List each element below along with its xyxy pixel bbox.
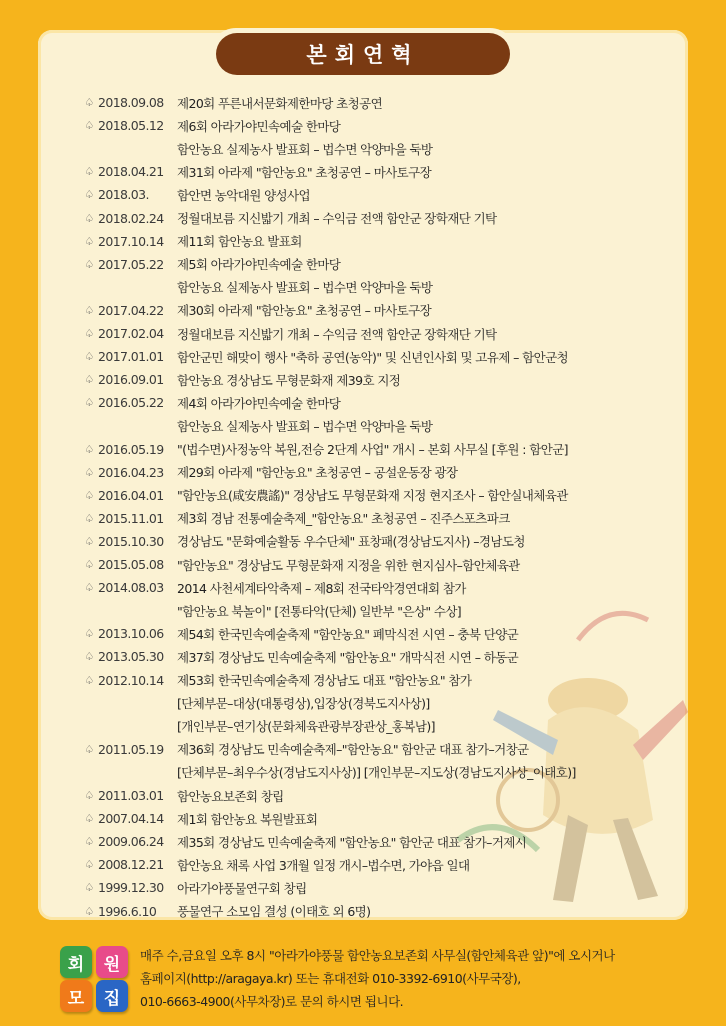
timeline-entry-continuation bbox=[0, 692, 726, 715]
bullet-icon: ♤ bbox=[84, 812, 94, 826]
timeline-description: 함안농요 실제농사 발표회 – 법수면 악양마을 둑방 bbox=[177, 280, 433, 296]
timeline-date: 2011.05.19 bbox=[98, 741, 164, 757]
bullet-icon: ♤ bbox=[84, 627, 94, 641]
timeline-entry bbox=[0, 461, 726, 484]
timeline-entry bbox=[0, 368, 726, 391]
timeline-description: 풍물연구 소모임 결성 (이태호 외 6명) bbox=[177, 904, 371, 919]
timeline-description: 함안농요 실제농사 발표회 – 법수면 악양마을 둑방 bbox=[177, 141, 433, 157]
bullet-icon: ♤ bbox=[84, 488, 94, 502]
timeline-date: 2014.08.03 bbox=[98, 580, 164, 596]
page-title-pill bbox=[216, 33, 510, 75]
timeline-entry bbox=[0, 576, 726, 599]
timeline-description: 함안농요 경상남도 무형문화재 제39호 지정 bbox=[177, 372, 401, 388]
bullet-icon: ♤ bbox=[84, 373, 94, 387]
timeline-date: 2017.01.01 bbox=[98, 349, 164, 365]
timeline-description: 제31회 아라제 "함안농요" 초청공연 – 마사토구장 bbox=[177, 164, 432, 180]
bullet-icon: ♤ bbox=[84, 188, 94, 202]
bullet-icon: ♤ bbox=[84, 904, 94, 918]
timeline-description: 함안농요 실제농사 발표회 – 법수면 악양마을 둑방 bbox=[177, 418, 433, 434]
timeline-description: [단체부문–최우수상(경남도지사상)] [개인부문–지도상(경남도지사상_이태호)] bbox=[177, 765, 576, 781]
timeline-entry bbox=[0, 738, 726, 761]
timeline-description: 제20회 푸른내서문화제한마당 초청공연 bbox=[177, 95, 383, 111]
timeline-date: 2016.05.22 bbox=[98, 395, 164, 411]
bullet-icon: ♤ bbox=[84, 534, 94, 548]
timeline-description: "함안농요 북놀이" [전통타악(단체) 일반부 "은상" 수상] bbox=[177, 603, 462, 619]
timeline-entry bbox=[0, 230, 726, 253]
timeline-entry bbox=[0, 207, 726, 230]
timeline-description: 제30회 아라제 "함안농요" 초청공연 – 마사토구장 bbox=[177, 303, 432, 319]
timeline-date: 2017.02.04 bbox=[98, 326, 164, 341]
timeline-description: 제35회 경상남도 민속예술축제 "함안농요" 함안군 대표 참가–거제시 bbox=[177, 834, 527, 850]
recruit-tile-4: 집 bbox=[96, 980, 128, 1012]
timeline-entry bbox=[0, 160, 726, 183]
timeline-date: 2018.05.12 bbox=[98, 118, 164, 134]
timeline-description: "함안농요(咸安農謠)" 경상남도 무형문화재 지정 현지조사 – 함안실내체육관 bbox=[177, 488, 568, 504]
timeline-date: 2013.05.30 bbox=[98, 649, 164, 665]
bullet-icon: ♤ bbox=[84, 96, 94, 109]
timeline-description: 정월대보름 지신밟기 개최 – 수익금 전액 함안군 장학재단 기탁 bbox=[177, 211, 497, 226]
timeline-description: 경상남도 "문화예술활동 우수단체" 표창패(경상남도지사) –경남도청 bbox=[177, 534, 525, 550]
timeline-description: 함안농요보존회 창립 bbox=[177, 788, 284, 804]
timeline-description: 제54회 한국민속예술축제 "함안농요" 폐막식전 시연 – 충북 단양군 bbox=[177, 626, 519, 642]
timeline-date: 2007.04.14 bbox=[98, 811, 164, 827]
member-recruit-section bbox=[60, 942, 700, 1012]
bullet-icon: ♤ bbox=[84, 165, 94, 179]
timeline-date: 2017.04.22 bbox=[98, 302, 164, 318]
timeline-description: [개인부문–연기상(문화체육관광부장관상_홍복남)] bbox=[177, 719, 435, 735]
timeline-date: 2015.05.08 bbox=[98, 557, 164, 572]
timeline-date: 2017.05.22 bbox=[98, 256, 164, 272]
timeline-date: 2017.10.14 bbox=[98, 233, 164, 249]
timeline-description: 제6회 아라가야민속예술 한마당 bbox=[177, 118, 341, 134]
bullet-icon: ♤ bbox=[84, 211, 94, 225]
timeline-entry bbox=[0, 507, 726, 530]
timeline-description: 제37회 경상남도 민속예술축제 "함안농요" 개막식전 시연 – 하동군 bbox=[177, 649, 519, 665]
recruit-tile-2: 원 bbox=[96, 946, 128, 978]
timeline-date: 2009.06.24 bbox=[98, 834, 164, 850]
bullet-icon: ♤ bbox=[84, 858, 94, 872]
timeline-entry-continuation bbox=[0, 137, 726, 160]
bullet-icon: ♤ bbox=[84, 835, 94, 849]
timeline-date: 2013.10.06 bbox=[98, 626, 164, 642]
timeline-date: 2018.09.08 bbox=[98, 95, 164, 110]
bullet-icon: ♤ bbox=[84, 442, 94, 456]
timeline-entry bbox=[0, 645, 726, 668]
timeline-date: 2018.04.21 bbox=[98, 164, 164, 180]
bullet-icon: ♤ bbox=[84, 881, 94, 895]
timeline-description: [단체부문–대상(대통령상),입장상(경북도지사상)] bbox=[177, 696, 430, 712]
timeline-description: "(법수면)사정농악 복원,전승 2단계 사업" 개시 – 본회 사무실 [후원 : 함안군] bbox=[177, 442, 568, 457]
recruit-line-1: 매주 수,금요일 오후 8시 "아라가야풍물 함안농요보존회 사무실(함안체육관 앞)"에 오시거나 bbox=[140, 948, 615, 963]
recruit-tile-3: 모 bbox=[60, 980, 92, 1012]
timeline-entry bbox=[0, 876, 726, 899]
timeline-date: 2016.04.23 bbox=[98, 464, 164, 480]
timeline-description: 제53회 한국민속예술축제 경상남도 대표 "함안농요" 참가 bbox=[177, 673, 472, 688]
timeline-entry-continuation bbox=[0, 761, 726, 784]
timeline-entry-continuation bbox=[0, 414, 726, 437]
timeline-description: 2014 사천세계타악축제 – 제8회 전국타악경연대회 참가 bbox=[177, 580, 466, 596]
bullet-icon: ♤ bbox=[84, 257, 94, 271]
timeline-entry bbox=[0, 807, 726, 830]
timeline-date: 1999.12.30 bbox=[98, 880, 164, 896]
timeline-entry bbox=[0, 91, 726, 114]
timeline-date: 2016.05.19 bbox=[98, 441, 164, 457]
bullet-icon: ♤ bbox=[84, 119, 94, 133]
timeline-date: 2012.10.14 bbox=[98, 672, 164, 688]
bullet-icon: ♤ bbox=[84, 303, 94, 317]
timeline-description: 함안군민 해맞이 행사 "축하 공연(농악)" 및 신년인사회 및 고유제 – 함안군청 bbox=[177, 349, 569, 365]
timeline-description: "함안농요" 경상남도 무형문화재 지정을 위한 현지심사–함안체육관 bbox=[177, 557, 520, 573]
timeline-entry bbox=[0, 322, 726, 345]
timeline-entry bbox=[0, 484, 726, 507]
bullet-icon: ♤ bbox=[84, 650, 94, 664]
timeline-entry bbox=[0, 530, 726, 553]
bullet-icon: ♤ bbox=[84, 396, 94, 410]
timeline-date: 2016.04.01 bbox=[98, 487, 164, 503]
timeline-entry bbox=[0, 114, 726, 137]
timeline-description: 아라가야풍물연구회 창립 bbox=[177, 880, 307, 896]
timeline-entry bbox=[0, 830, 726, 853]
timeline-entry bbox=[0, 669, 726, 692]
timeline-entry bbox=[0, 438, 726, 461]
timeline-entry bbox=[0, 900, 726, 923]
timeline-date: 2015.11.01 bbox=[98, 510, 164, 526]
timeline-description: 함안면 농악대원 양성사업 bbox=[177, 187, 310, 203]
timeline-date: 2018.03. bbox=[98, 187, 149, 203]
timeline-date: 2016.09.01 bbox=[98, 372, 164, 388]
bullet-icon: ♤ bbox=[84, 327, 94, 340]
bullet-icon: ♤ bbox=[84, 465, 94, 479]
timeline-entry-continuation bbox=[0, 715, 726, 738]
timeline-entry bbox=[0, 784, 726, 807]
timeline-entry bbox=[0, 299, 726, 322]
bullet-icon: ♤ bbox=[84, 581, 94, 595]
bullet-icon: ♤ bbox=[84, 234, 94, 248]
timeline-description: 제11회 함안농요 발표회 bbox=[177, 234, 302, 250]
timeline-description: 제3회 경남 전통예술축제_"함안농요" 초청공연 – 진주스포츠파크 bbox=[177, 511, 510, 527]
timeline-description: 제5회 아라가야민속예술 한마당 bbox=[177, 257, 341, 273]
timeline-date: 2008.12.21 bbox=[98, 857, 164, 873]
timeline-entry bbox=[0, 183, 726, 206]
page-title: 본회연혁 bbox=[306, 43, 420, 67]
bullet-icon: ♤ bbox=[84, 350, 94, 364]
bullet-icon: ♤ bbox=[84, 558, 94, 571]
timeline-date: 2011.03.01 bbox=[98, 788, 164, 803]
timeline-entry bbox=[0, 253, 726, 276]
bullet-icon: ♤ bbox=[84, 789, 94, 802]
timeline-description: 제29회 아라제 "함안농요" 초청공연 – 공설운동장 광장 bbox=[177, 465, 458, 481]
timeline-date: 1996.6.10 bbox=[98, 903, 157, 919]
timeline-date: 2015.10.30 bbox=[98, 533, 164, 549]
timeline-entry-continuation bbox=[0, 276, 726, 299]
timeline-date: 2018.02.24 bbox=[98, 210, 164, 226]
bullet-icon: ♤ bbox=[84, 742, 94, 756]
timeline-entry bbox=[0, 853, 726, 876]
timeline-entry bbox=[0, 391, 726, 414]
timeline-entry bbox=[0, 553, 726, 576]
timeline-description: 제1회 함안농요 복원발표회 bbox=[177, 811, 318, 827]
bullet-icon: ♤ bbox=[84, 511, 94, 525]
recruit-text bbox=[140, 944, 700, 1013]
recruit-tile-1: 회 bbox=[60, 946, 92, 978]
bullet-icon: ♤ bbox=[84, 673, 94, 687]
recruit-line-3: 010-6663-4900(사무차장)로 문의 하시면 됩니다. bbox=[140, 994, 404, 1009]
timeline-description: 정월대보름 지신밟기 개최 – 수익금 전액 함안군 장학재단 기탁 bbox=[177, 326, 497, 342]
recruit-line-2: 홈페이지(http://aragaya.kr) 또는 휴대전화 010-3392-6910(사무국장), bbox=[140, 971, 521, 986]
timeline-description: 제36회 경상남도 민속예술축제–"함안농요" 함안군 대표 참가–거창군 bbox=[177, 742, 529, 758]
timeline-description: 제4회 아라가야민속예술 한마당 bbox=[177, 395, 341, 411]
timeline-description: 함안농요 채록 사업 3개월 일정 개시–법수면, 가야읍 일대 bbox=[177, 857, 470, 873]
timeline-entry bbox=[0, 345, 726, 368]
timeline-entry-continuation bbox=[0, 599, 726, 622]
timeline-entry bbox=[0, 622, 726, 645]
